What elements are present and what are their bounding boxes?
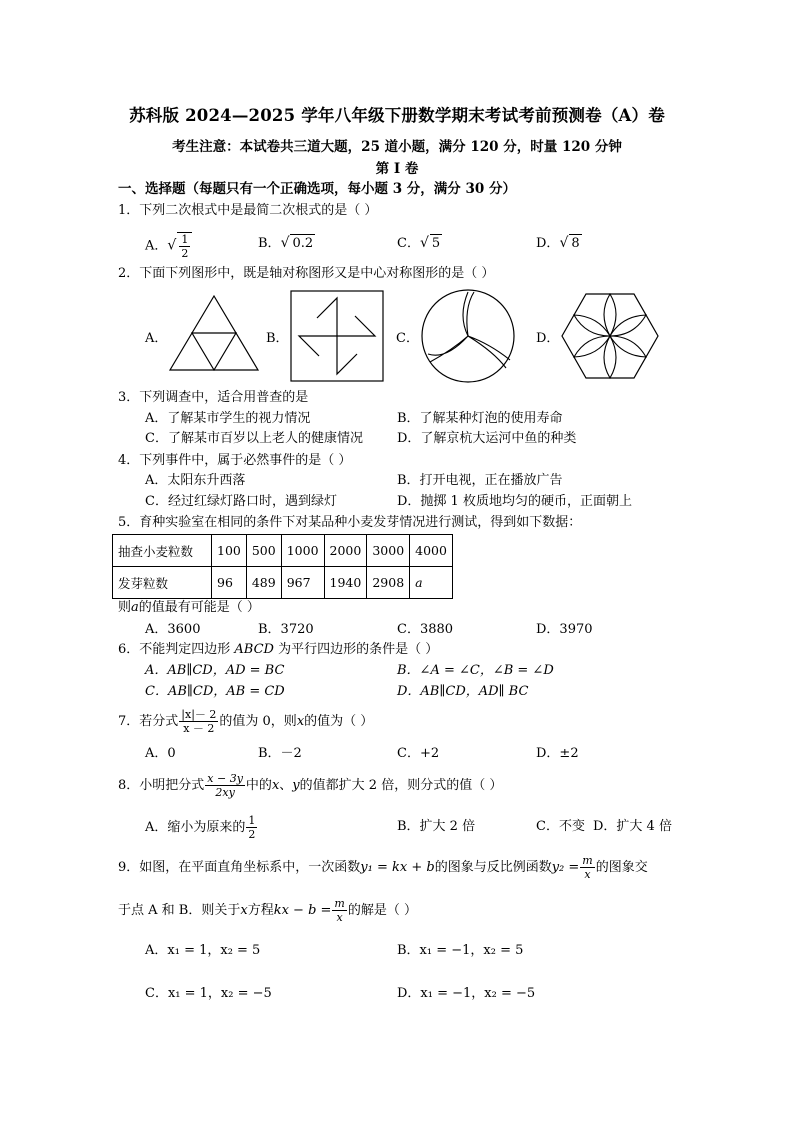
q9-f2-num: m [582, 854, 593, 867]
q9-equation-lhs: kx − b = [273, 903, 332, 918]
q9-stem1-mid: 的图象与反比例函数 [434, 860, 552, 875]
q9-stem2-var: x [240, 903, 248, 918]
q9-option-a: A．x₁ = 1，x₂ = 5 [145, 943, 261, 958]
q9-stem-line1 [118, 850, 648, 886]
q8-var-y: y [292, 778, 300, 793]
table-cell: 3000 [367, 535, 410, 567]
q8-option-a [145, 813, 258, 843]
q5-option-b: B．3720 [258, 622, 314, 637]
table-cell: 96 [212, 567, 247, 599]
q6-option-b: B．∠A = ∠C，∠B = ∠D [397, 663, 554, 678]
volume-heading: 第 I 卷 [375, 161, 419, 177]
exam-notice: 考生注意：本试卷共三道大题，25 道小题，满分 120 分，时量 120 分钟 [172, 139, 622, 155]
q8-var-x: x [271, 778, 280, 793]
q4-option-b: B．打开电视，正在播放广告 [397, 473, 563, 488]
q1-c-radicand: 5 [431, 236, 441, 251]
q7-option-a: A．0 [145, 746, 176, 761]
q1-b-radicand: 0.2 [292, 236, 314, 251]
table-cell: 489 [246, 567, 281, 599]
table-cell: 2908 [367, 567, 410, 599]
q6-stem [118, 641, 438, 659]
three-arc-circle-figure [418, 288, 518, 384]
q7-stem [118, 705, 373, 739]
q9-option-c: C．x₁ = 1，x₂ = −5 [145, 986, 272, 1001]
table-cell: 发芽粒数 [113, 567, 212, 599]
q9-inverse-fraction [580, 854, 594, 881]
q4-stem: 4．下列事件中，属于必然事件的是（ ） [118, 453, 352, 468]
table-cell: 2000 [324, 535, 367, 567]
q9-stem2-post: 的解是（ ） [347, 903, 417, 918]
q9-eq-den: x [336, 911, 343, 924]
q6-stem-pre: 6．不能判定四边形 [118, 642, 235, 657]
table-row [113, 567, 453, 599]
pinwheel-figure [287, 288, 387, 384]
table-row [113, 535, 453, 567]
q1-a-label: A． [145, 238, 168, 254]
q2-option-c-label: C． [396, 331, 419, 346]
q5-followup-var: a [131, 600, 139, 615]
q5-option-d: D．3970 [536, 622, 593, 637]
q6-stem-var: ABCD [234, 642, 274, 657]
q7-denominator: x － 2 [183, 722, 215, 735]
q9-stem2-mid: 方程 [247, 903, 274, 918]
q1-option-a: A．√ $\frac{1}{2}$ [145, 232, 193, 260]
q9-stem1-post: 的图象交 [595, 860, 648, 875]
q2-option-a-label: A． [145, 331, 168, 346]
q8-fraction [205, 772, 245, 799]
q8-option-d: D．扩大 4 倍 [593, 819, 672, 834]
q1-option-b: B．√ 0.2 [258, 235, 314, 251]
q3-option-c: C．了解某市百岁以上老人的健康情况 [145, 431, 363, 446]
q6-option-d: D．AB∥CD，AD∥ BC [397, 684, 529, 699]
q7-stem-post: 的值为（ ） [304, 714, 374, 729]
q9-equation-fraction [332, 897, 346, 924]
q8-denominator: 2xy [215, 786, 235, 799]
q9-inverse-function-lhs: y₂ = [551, 860, 580, 875]
q7-stem-var: x [296, 714, 305, 729]
q9-f2-den: x [584, 868, 591, 881]
q6-option-c: C．AB∥CD，AB = CD [145, 684, 285, 699]
q2-stem: 2．下面下列图形中，既是轴对称图形又是中心对称图形的是（ ） [118, 266, 495, 281]
table-cell: 4000 [410, 535, 453, 567]
q5-option-a: A．3600 [145, 622, 201, 637]
q2-option-d-label: D． [536, 331, 560, 346]
q9-eq-num: m [334, 897, 345, 910]
q8-a-text: A．缩小为原来的 [145, 820, 246, 835]
q5-followup-post: 的值最有可能是（ ） [138, 600, 260, 615]
q5-option-c: C．3880 [397, 622, 454, 637]
section-heading: 一、选择题（每题只有一个正确选项，每小题 3 分，满分 30 分） [118, 181, 516, 197]
q8-a-fraction [246, 814, 257, 841]
q4-option-d: D．抛掷 1 枚质地均匀的硬币，正面朝上 [397, 494, 632, 509]
q5-stem: 5．育种实验室在相同的条件下对某品种小麦发芽情况进行测试，得到如下数据： [118, 515, 582, 530]
q3-stem: 3．下列调查中，适合用普查的是 [118, 390, 309, 405]
q1-b-label: B． [258, 236, 281, 251]
q8-separator: 、 [279, 778, 293, 793]
q1-a-num: 1 [181, 233, 189, 246]
q1-option-d: D．√ 8 [536, 235, 580, 251]
q7-option-c: C．+2 [397, 746, 440, 761]
table-cell: 1000 [281, 535, 324, 567]
table-cell: 967 [281, 567, 324, 599]
q9-stem2-pre: 于点 A 和 B．则关于 [118, 903, 241, 918]
q4-option-c: C．经过红绿灯路口时，遇到绿灯 [145, 494, 337, 509]
q7-stem-mid: 的值为 0，则 [219, 714, 297, 729]
q1-d-label: D． [536, 236, 560, 251]
q8-option-c: C．不变 [536, 819, 585, 834]
q1-option-c: C．√ 5 [397, 235, 441, 251]
q2-option-b-label: B． [266, 331, 289, 346]
q8-stem-pre: 8．小明把分式 [118, 778, 205, 793]
triangle-figure [166, 292, 282, 376]
q3-option-a: A．了解某市学生的视力情况 [145, 411, 311, 426]
q1-stem: 1．下列二次根式中是最简二次根式的是（ ） [118, 203, 378, 218]
q7-option-d: D．±2 [536, 746, 579, 761]
q8-stem-mid: 中的 [245, 778, 272, 793]
table-cell: 100 [212, 535, 247, 567]
q8-option-b: B．扩大 2 倍 [397, 819, 476, 834]
q6-stem-post: 为平行四边形的条件是（ ） [273, 642, 439, 657]
q7-numerator: |x|－ 2 [181, 708, 217, 721]
q7-option-b: B．－2 [258, 746, 302, 761]
q3-option-d: D．了解京杭大运河中鱼的种类 [397, 431, 577, 446]
germination-table [112, 534, 453, 599]
table-cell: 1940 [324, 567, 367, 599]
q4-option-a: A．太阳东升西落 [145, 473, 246, 488]
q9-linear-function: y₁ = kx + b [360, 860, 435, 875]
q3-option-b: B．了解某种灯泡的使用寿命 [397, 411, 563, 426]
q8-numerator: x − 3y [207, 772, 243, 785]
hexagon-flower-figure [558, 290, 662, 382]
q1-a-fraction [177, 232, 192, 260]
q1-c-label: C． [397, 236, 420, 251]
q8-a-num: 1 [248, 814, 256, 827]
q6-option-a: A．AB∥CD，AD = BC [145, 663, 285, 678]
table-cell: 500 [246, 535, 281, 567]
q5-followup [118, 599, 260, 617]
q7-fraction [179, 708, 218, 735]
exam-title: 苏科版 2024—2025 学年八年级下册数学期末考试考前预测卷（A）卷 [129, 106, 665, 125]
q9-option-b: B．x₁ = −1，x₂ = 5 [397, 943, 524, 958]
q1-d-radicand: 8 [571, 236, 580, 251]
table-cell: a [410, 567, 453, 599]
q7-stem-pre: 7．若分式 [118, 714, 179, 729]
q8-a-den: 2 [248, 828, 256, 841]
q9-stem1-pre: 9．如图，在平面直角坐标系中，一次函数 [118, 860, 361, 875]
q8-stem [118, 768, 502, 804]
q9-stem-line2 [118, 893, 417, 929]
q5-followup-pre: 则 [118, 600, 132, 615]
q8-stem-post: 的值都扩大 2 倍，则分式的值（ ） [299, 778, 503, 793]
q1-a-den: 2 [181, 247, 189, 260]
q9-option-d: D．x₁ = −1，x₂ = −5 [397, 986, 536, 1001]
table-cell: 抽查小麦粒数 [113, 535, 212, 567]
